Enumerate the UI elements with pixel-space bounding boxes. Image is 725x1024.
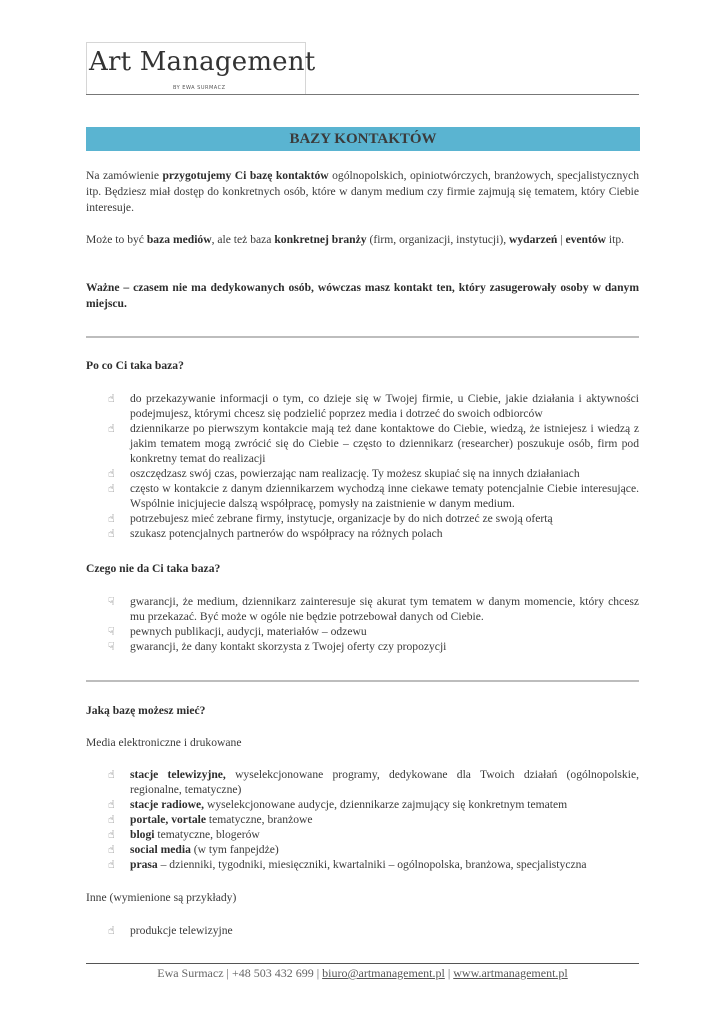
list-item-text: dziennikarze po pierwszym kontakcie mają też dane kontaktowe do Ciebie, wiedzą, że istniejesz i wiedzą z jakim tematem mogą zwrócić się do Ciebie – często to dziennikarz (researcher) poszukuje osób, firm pod konkretny temat do realizacji: [130, 422, 639, 465]
bold-text: stacje telewizyjne,: [130, 768, 226, 781]
text: wyselekcjonowane programy, dedykowane dla Twoich działań (ogólnopolskie, regionalne, tematyczne): [130, 768, 639, 796]
bold-text: przygotujemy Ci bazę kontaktów: [162, 169, 329, 182]
title-banner: [86, 127, 640, 151]
list-item: [108, 594, 639, 624]
separator: |: [313, 966, 323, 980]
thumbs-up-icon: ☝: [108, 798, 115, 811]
header-divider: [86, 94, 639, 95]
footer: [86, 966, 639, 981]
not-heading: Czego nie da Ci taka baza?: [86, 562, 221, 575]
list-item: [108, 511, 639, 526]
bold-text: prasa: [130, 858, 158, 871]
thumbs-up-icon: ☝: [108, 392, 115, 405]
list-item: [108, 391, 639, 421]
thumbs-up-icon: ☝: [108, 813, 115, 826]
thumbs-up-icon: ☝: [108, 858, 115, 871]
list-item: [108, 797, 639, 812]
list-item: [108, 842, 639, 857]
thumbs-down-icon: ☟: [108, 625, 115, 638]
footer-divider: [86, 963, 639, 964]
types-subheading-other: Inne (wymienione są przykłady): [86, 891, 237, 904]
list-item: [108, 421, 639, 466]
why-list: [108, 391, 639, 541]
list-item-text: potrzebujesz mieć zebrane firmy, instytucje, organizacje by do nich dotrzeć ze swoją ofertą: [130, 512, 553, 525]
thumbs-up-icon: ☝: [108, 768, 115, 781]
list-item: [108, 466, 639, 481]
section-divider: [86, 336, 639, 338]
thumbs-up-icon: ☝: [108, 482, 115, 495]
thumbs-up-icon: ☝: [108, 467, 115, 480]
list-item: [108, 526, 639, 541]
text: |: [557, 233, 566, 246]
list-item: [108, 624, 639, 639]
other-list: [108, 923, 639, 938]
separator: |: [444, 966, 454, 980]
bold-text: Ważne – czasem nie ma dedykowanych osób, wówczas masz kontakt ten, który zasugerowały osoby w danym miejscu.: [86, 281, 639, 310]
list-item-text: często w kontakcie z danym dziennikarzem wychodzą inne ciekawe tematy potencjalnie Ciebie interesujące. Wspólnie inicjujecie dalszą współpracę, pomysły na zaistnienie w danym medium.: [130, 482, 639, 510]
list-item-text: gwarancji, że medium, dziennikarz zainteresuje się akurat tym tematem w danym momencie, który chcesz mu przekazać. Być może w ogóle nie będzie potrzebował danych od Ciebie.: [130, 595, 639, 623]
thumbs-up-icon: ☝: [108, 512, 115, 525]
bold-text: stacje radiowe,: [130, 798, 205, 811]
list-item: [108, 481, 639, 511]
thumbs-down-icon: ☟: [108, 640, 115, 653]
text: Na zamówienie: [86, 169, 163, 182]
not-list: [108, 594, 639, 654]
thumbs-up-icon: ☝: [108, 843, 115, 856]
text: (firm, organizacji, instytucji),: [366, 233, 509, 246]
types-list: [108, 767, 639, 872]
list-item: [108, 923, 639, 938]
bold-text: blogi: [130, 828, 155, 841]
separator: |: [223, 966, 232, 980]
list-item-text: do przekazywanie informacji o tym, co dzieje się w Twojej firmie, u Ciebie, jakie działania i aktywności podejmujesz, którymi chcesz się podzielić poprzez media i dotrzeć do swoich odbiorców: [130, 392, 639, 420]
text: ogólnopolskich, opiniotwórczych, branżowych, specjalistycznych itp. Będziesz miał dostęp do konkretnych osób, które w danym medium czy firmie zajmują się tematem, który Ciebie interesuje.: [86, 169, 639, 214]
thumbs-up-icon: ☝: [108, 527, 115, 540]
list-item-text: produkcje telewizyjne: [130, 924, 233, 937]
footer-name: Ewa Surmacz: [157, 966, 224, 980]
bold-text: baza mediów: [146, 233, 212, 246]
list-item: [108, 639, 639, 654]
list-item-text: oszczędzasz swój czas, powierzając nam realizację. Ty możesz skupiać się na innych działaniach: [130, 467, 580, 480]
text: itp.: [606, 233, 625, 246]
text: – dzienniki, tygodniki, miesięczniki, kwartalniki – ogólnopolska, branżowa, specjalistyczna: [157, 858, 587, 871]
list-item-text: szukasz potencjalnych partnerów do współpracy na różnych polach: [130, 527, 443, 540]
thumbs-up-icon: ☝: [108, 924, 115, 937]
types-subheading-media: Media elektroniczne i drukowane: [86, 736, 242, 749]
footer-phone: +48 503 432 699: [231, 966, 314, 980]
bold-text: social media: [130, 843, 191, 856]
intro-paragraph-2: [86, 232, 639, 248]
list-item: [108, 767, 639, 797]
thumbs-down-icon: ☟: [108, 595, 115, 608]
why-heading: Po co Ci taka baza?: [86, 359, 184, 372]
bold-text: eventów: [565, 233, 607, 246]
bold-text: portale, vortale: [130, 813, 206, 826]
footer-email-link[interactable]: biuro@artmanagement.pl: [322, 966, 445, 980]
list-item-text: pewnych publikacji, audycji, materiałów – odzewu: [130, 625, 367, 638]
footer-website-link[interactable]: www.artmanagement.pl: [453, 966, 568, 980]
thumbs-up-icon: ☝: [108, 422, 115, 435]
intro-paragraph-1: [86, 168, 639, 216]
text: (w tym fanpejdże): [190, 843, 279, 856]
section-divider: [86, 680, 639, 682]
text: wyselekcjonowane audycje, dziennikarze zajmujący się konkretnym tematem: [204, 798, 568, 811]
list-item: [108, 857, 639, 872]
list-item-text: gwarancji, że dany kontakt skorzysta z Twojej oferty czy propozycji: [130, 640, 447, 653]
bold-text: wydarzeń: [509, 233, 558, 246]
text: tematyczne, blogerów: [154, 828, 260, 841]
thumbs-up-icon: ☝: [108, 828, 115, 841]
list-item: [108, 812, 639, 827]
list-item: [108, 827, 639, 842]
logo-title: Art Management: [89, 47, 316, 77]
types-heading: Jaką bazę możesz mieć?: [86, 704, 206, 717]
page-title: BAZY KONTAKTÓW: [289, 131, 437, 147]
intro-paragraph-3: [86, 280, 639, 312]
bold-text: konkretnej branży: [274, 233, 367, 246]
text: Może to być: [86, 233, 147, 246]
text: , ale też baza: [211, 233, 275, 246]
text: tematyczne, branżowe: [205, 813, 313, 826]
logo: [86, 42, 316, 94]
logo-subtitle: BY EWA SURMACZ: [173, 85, 226, 91]
